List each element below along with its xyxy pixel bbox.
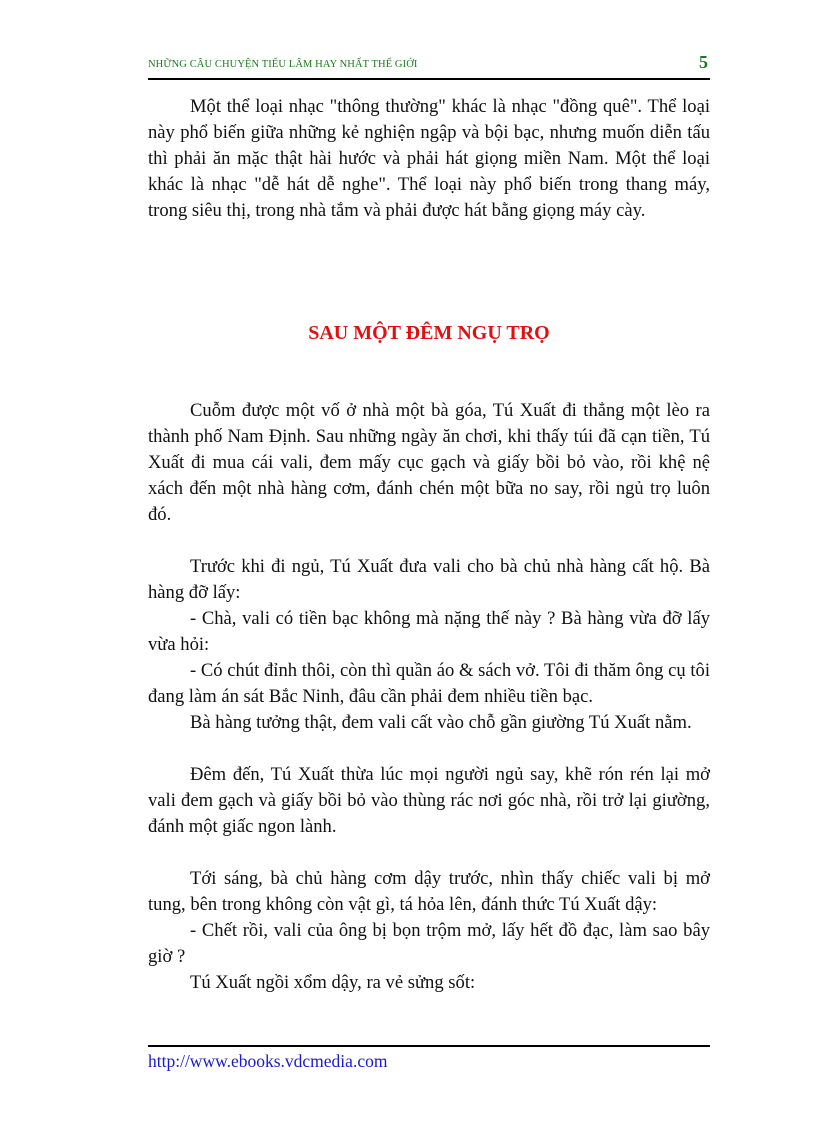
story-paragraph-5: Tới sáng, bà chủ hàng cơm dậy trước, nhìn thấy chiếc vali bị mở tung, bên trong không còn vật gì, tá hỏa lên, đánh thức Tú Xuất dậy: (148, 868, 710, 915)
paragraph-gap (148, 840, 710, 866)
book-title: NHỮNG CÂU CHUYỆN TIẾU LÂM HAY NHẤT THẾ GIỚI (148, 59, 418, 70)
dialogue-line-1: - Chà, vali có tiền bạc không mà nặng thế này ? Bà hàng vừa đỡ lấy vừa hỏi: (148, 608, 710, 655)
page-number: 5 (699, 52, 708, 72)
intro-paragraph: Một thể loại nhạc "thông thường" khác là nhạc "đồng quê". Thể loại này phổ biến giữa những kẻ nghiện ngập và bội bạc, nhưng muốn diễn tấu thì phải ăn mặc thật hài hước và phải hát giọng miền Nam. Một thể loại khác là nhạc "dễ hát dễ nghe". Thể loại này phổ biến trong thang máy, trong siêu thị, trong nhà tắm và phải được hát bằng giọng máy cày. (148, 96, 710, 221)
story-paragraph-3: Bà hàng tưởng thật, đem vali cất vào chỗ gần giường Tú Xuất nằm. (190, 712, 692, 733)
footer-rule (148, 1045, 710, 1047)
paragraph-gap (148, 736, 710, 762)
paragraph-gap (148, 528, 710, 554)
story-title: SAU MỘT ĐÊM NGỤ TRỌ (308, 322, 550, 344)
running-header (148, 52, 710, 80)
dialogue-line-2: - Có chút đỉnh thôi, còn thì quần áo & sách vở. Tôi đi thăm ông cụ tôi đang làm án sát Bắc Ninh, đâu cần phải đem nhiều tiền bạc. (148, 660, 710, 707)
dialogue-line-3: - Chết rồi, vali của ông bị bọn trộm mở, lấy hết đồ đạc, làm sao bây giờ ? (148, 920, 710, 967)
story-paragraph-4: Đêm đến, Tú Xuất thừa lúc mọi người ngủ say, khẽ rón rén lại mở vali đem gạch và giấy bồi bỏ vào thùng rác nơi góc nhà, rồi trở lại giường, đánh một giấc ngon lành. (148, 764, 710, 837)
footer-website-link[interactable]: http://www.ebooks.vdcmedia.com (148, 1051, 388, 1071)
story-paragraph-1: Cuỗm được một vố ở nhà một bà góa, Tú Xuất đi thẳng một lèo ra thành phố Nam Định. Sau những ngày ăn chơi, khi thấy túi đã cạn tiền, Tú Xuất đi mua cái vali, đem mấy cục gạch và giấy bồi bỏ vào, rồi khệ nệ xách đến một nhà hàng cơm, đánh chén một bữa no say, rồi ngủ trọ luôn đó. (148, 400, 710, 525)
story-paragraph-6: Tú Xuất ngồi xổm dậy, ra vẻ sửng sốt: (190, 972, 476, 993)
story-paragraph-2: Trước khi đi ngủ, Tú Xuất đưa vali cho bà chủ nhà hàng cất hộ. Bà hàng đỡ lấy: (148, 556, 710, 603)
page-body (148, 94, 710, 996)
